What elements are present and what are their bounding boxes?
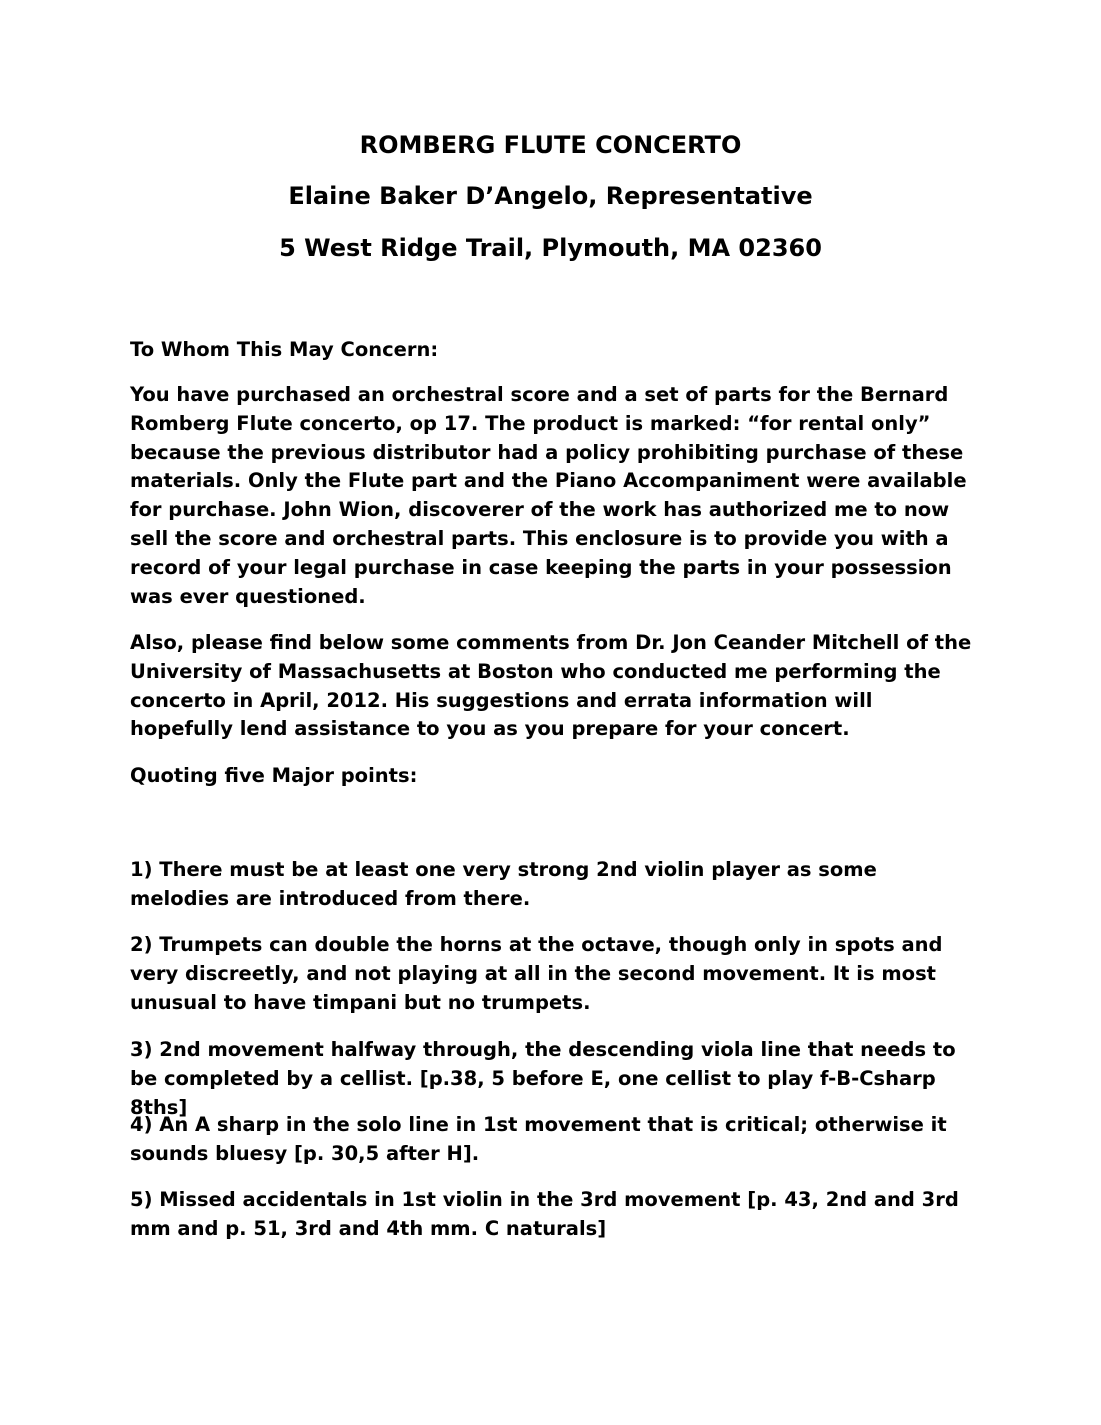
address-line: 5 West Ridge Trail, Plymouth, MA 02360	[279, 234, 822, 262]
point-item: 4) An A sharp in the solo line in 1st movement that is critical; otherwise it sounds bluesy [p. 30,5 after H].	[130, 1113, 947, 1165]
point-item: 1) There must be at least one very strong 2nd violin player as some melodies are introduced from there.	[130, 858, 877, 910]
point-item: 5) Missed accidentals in 1st violin in the 3rd movement [p. 43, 2nd and 3rd mm and p. 51, 3rd and 4th mm. C naturals]	[130, 1188, 959, 1240]
quoting-intro: Quoting five Major points:	[130, 764, 418, 787]
salutation: To Whom This May Concern:	[130, 338, 439, 361]
document-title: ROMBERG FLUTE CONCERTO	[359, 131, 742, 159]
purchase-paragraph: You have purchased an orchestral score and a set of parts for the Bernard Romberg Flute concerto, op 17. The product is marked: “for rental only” because the previous distributor had a policy prohibiting purchase of these materials. Only the Flute part and the Piano Accompaniment were available for purchase. John Wion, discoverer of the work has authorized me to now sell the score and orchestral parts. This enclosure is to provide you with a record of your legal purchase in case keeping the parts in your possession was ever questioned.	[130, 383, 967, 608]
point-item: 2) Trumpets can double the horns at the octave, though only in spots and very discreetly, and not playing at all in the second movement. It is most unusual to have timpani but no trumpets.	[130, 933, 943, 1014]
point-item: 3) 2nd movement halfway through, the descending viola line that needs to be completed by a cellist. [p.38, 5 before E, one cellist to play f-B-Csharp 8ths]	[130, 1038, 956, 1119]
comments-paragraph: Also, please find below some comments from Dr. Jon Ceander Mitchell of the University of Massachusetts at Boston who conducted me performing the concerto in April, 2012. His suggestions and errata information will hopefully lend assistance to you as you prepare for your concert.	[130, 631, 972, 741]
representative-line: Elaine Baker D’Angelo, Representative	[288, 182, 813, 210]
